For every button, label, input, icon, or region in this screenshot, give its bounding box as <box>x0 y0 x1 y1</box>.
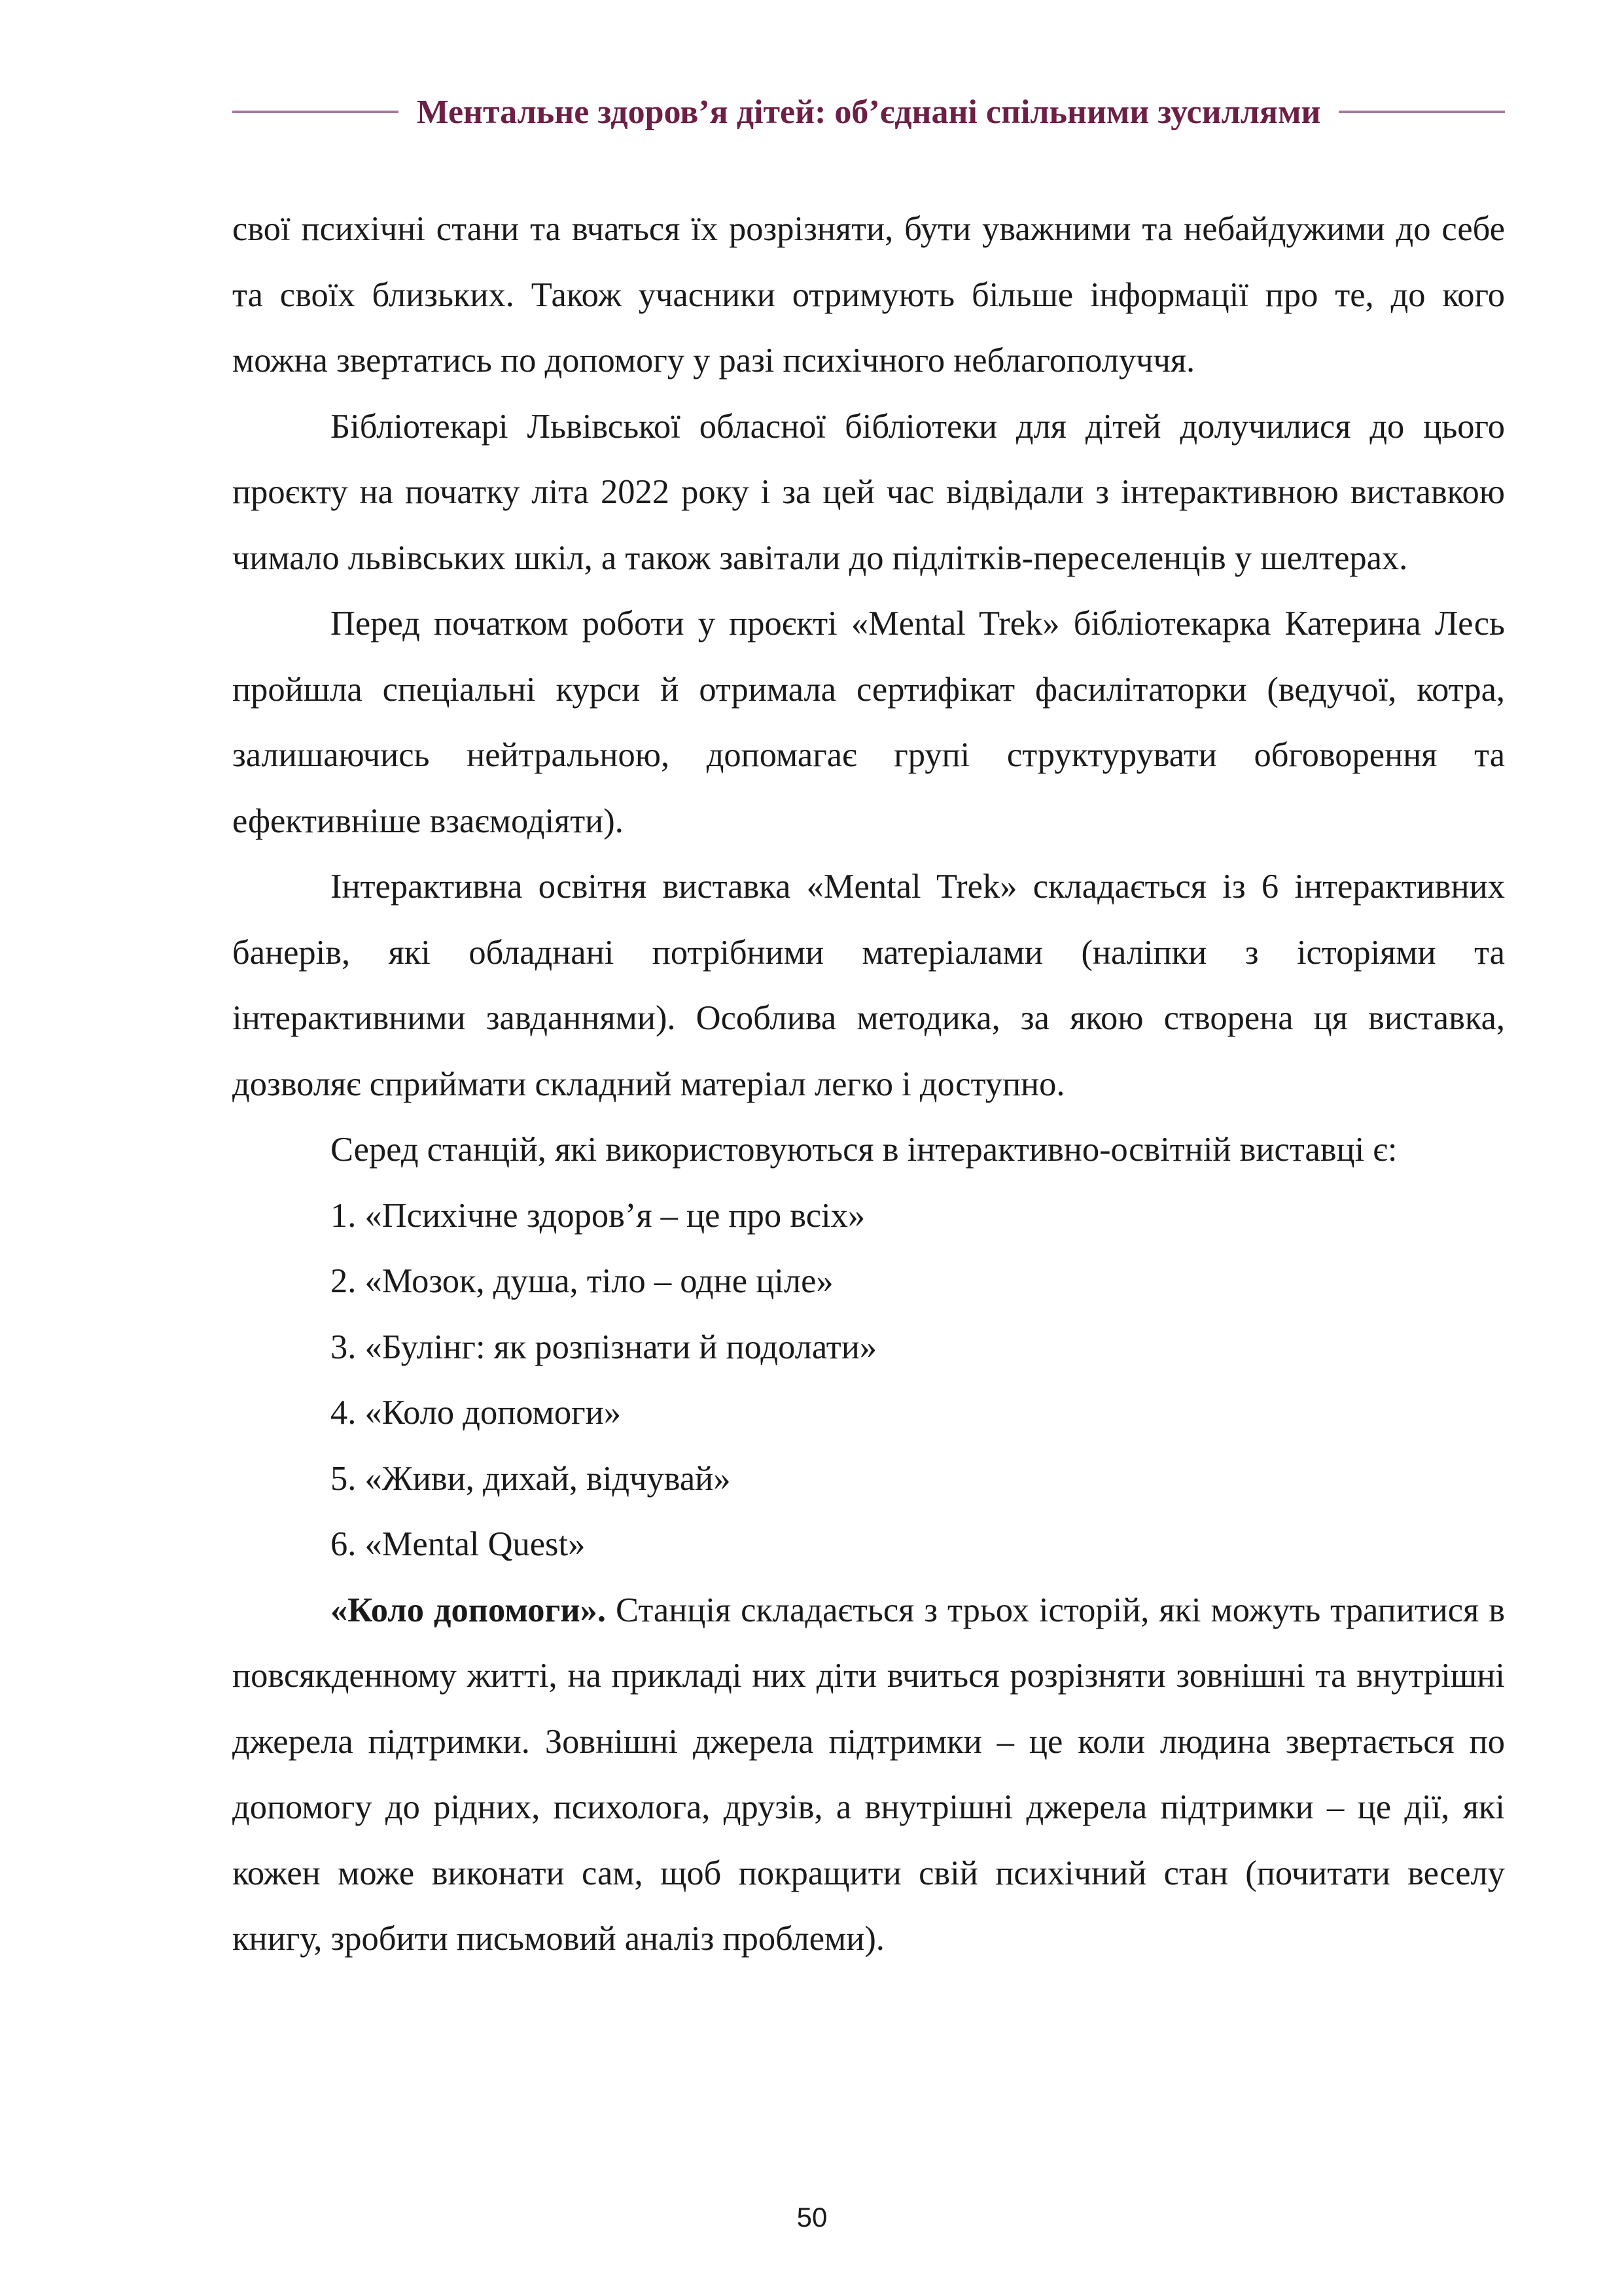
paragraph-circle-of-help <box>232 1578 1505 1972</box>
header-rule-right <box>1339 111 1505 113</box>
list-item: 1. «Психічне здоров’я – це про всіх» <box>330 1196 866 1235</box>
page-body <box>232 196 1505 1972</box>
header-title: Ментальне здоров’я дітей: об’єднані спільними зусиллями <box>416 93 1321 131</box>
paragraph-stations-intro: Серед станцій, які використовуються в інтерактивно-освітній виставці є: <box>330 1131 1398 1169</box>
station-description: Станція складається з трьох історій, які можуть трапитися в повсякденному житті, на прикладі них діти вчиться розрізняти зовнішні та внутрішні джерела підтримки. Зовнішні джерела підтримки – це коли людина звертається по допомогу до рідних, психолога, друзів, а внутрішні джерела підтримки – це дії, які кожен може виконати сам, щоб покращити свій психічний стан (почитати веселу книгу, зробити письмовий аналіз проблеми). <box>232 1591 1505 1958</box>
paragraph-continuation: свої психічні стани та вчаться їх розрізняти, бути уважними та небайдужими до себе та своїх близьких. Також учасники отримують більше інформації про те, до кого можна звертатись по допомогу у разі психічного неблагополуччя. <box>232 210 1505 380</box>
list-item: 3. «Булінг: як розпізнати й подолати» <box>330 1328 877 1366</box>
list-item: 2. «Мозок, душа, тіло – одне ціле» <box>330 1262 834 1300</box>
paragraph-facilitator: Перед початком роботи у проєкті «Mental Trek» бібліотекарка Катерина Лесь пройшла спеціальні курси й отримала сертифікат фасилітаторки (ведучої, котра, залишаючись нейтральною, допомагає групі структурувати обговорення та ефективніше взаємодіяти). <box>232 605 1505 840</box>
station-title-bold: «Коло допомоги». <box>330 1591 607 1629</box>
list-item: 6. «Mental Quest» <box>330 1525 586 1563</box>
list-item: 4. «Коло допомоги» <box>330 1394 621 1432</box>
page-number: 50 <box>796 2202 828 2233</box>
paragraph-exhibition: Інтерактивна освітня виставка «Mental Trek» складається із 6 інтерактивних банерів, які обладнані потрібними матеріалами (наліпки з історіями та інтерактивними завданнями). Особлива методика, за якою створена ця виставка, дозволяє сприймати складний матеріал легко і доступно. <box>232 868 1505 1103</box>
running-header <box>232 89 1505 135</box>
header-rule-left <box>232 111 398 113</box>
list-item: 5. «Живи, дихай, відчувай» <box>330 1459 731 1498</box>
paragraph-librarians: Бібліотекарі Львівської обласної бібліотеки для дітей долучилися до цього проєкту на початку літа 2022 року і за цей час відвідали з інтерактивною виставкою чимало львівських шкіл, а також завітали до підлітків-переселенців у шелтерах. <box>232 407 1505 577</box>
